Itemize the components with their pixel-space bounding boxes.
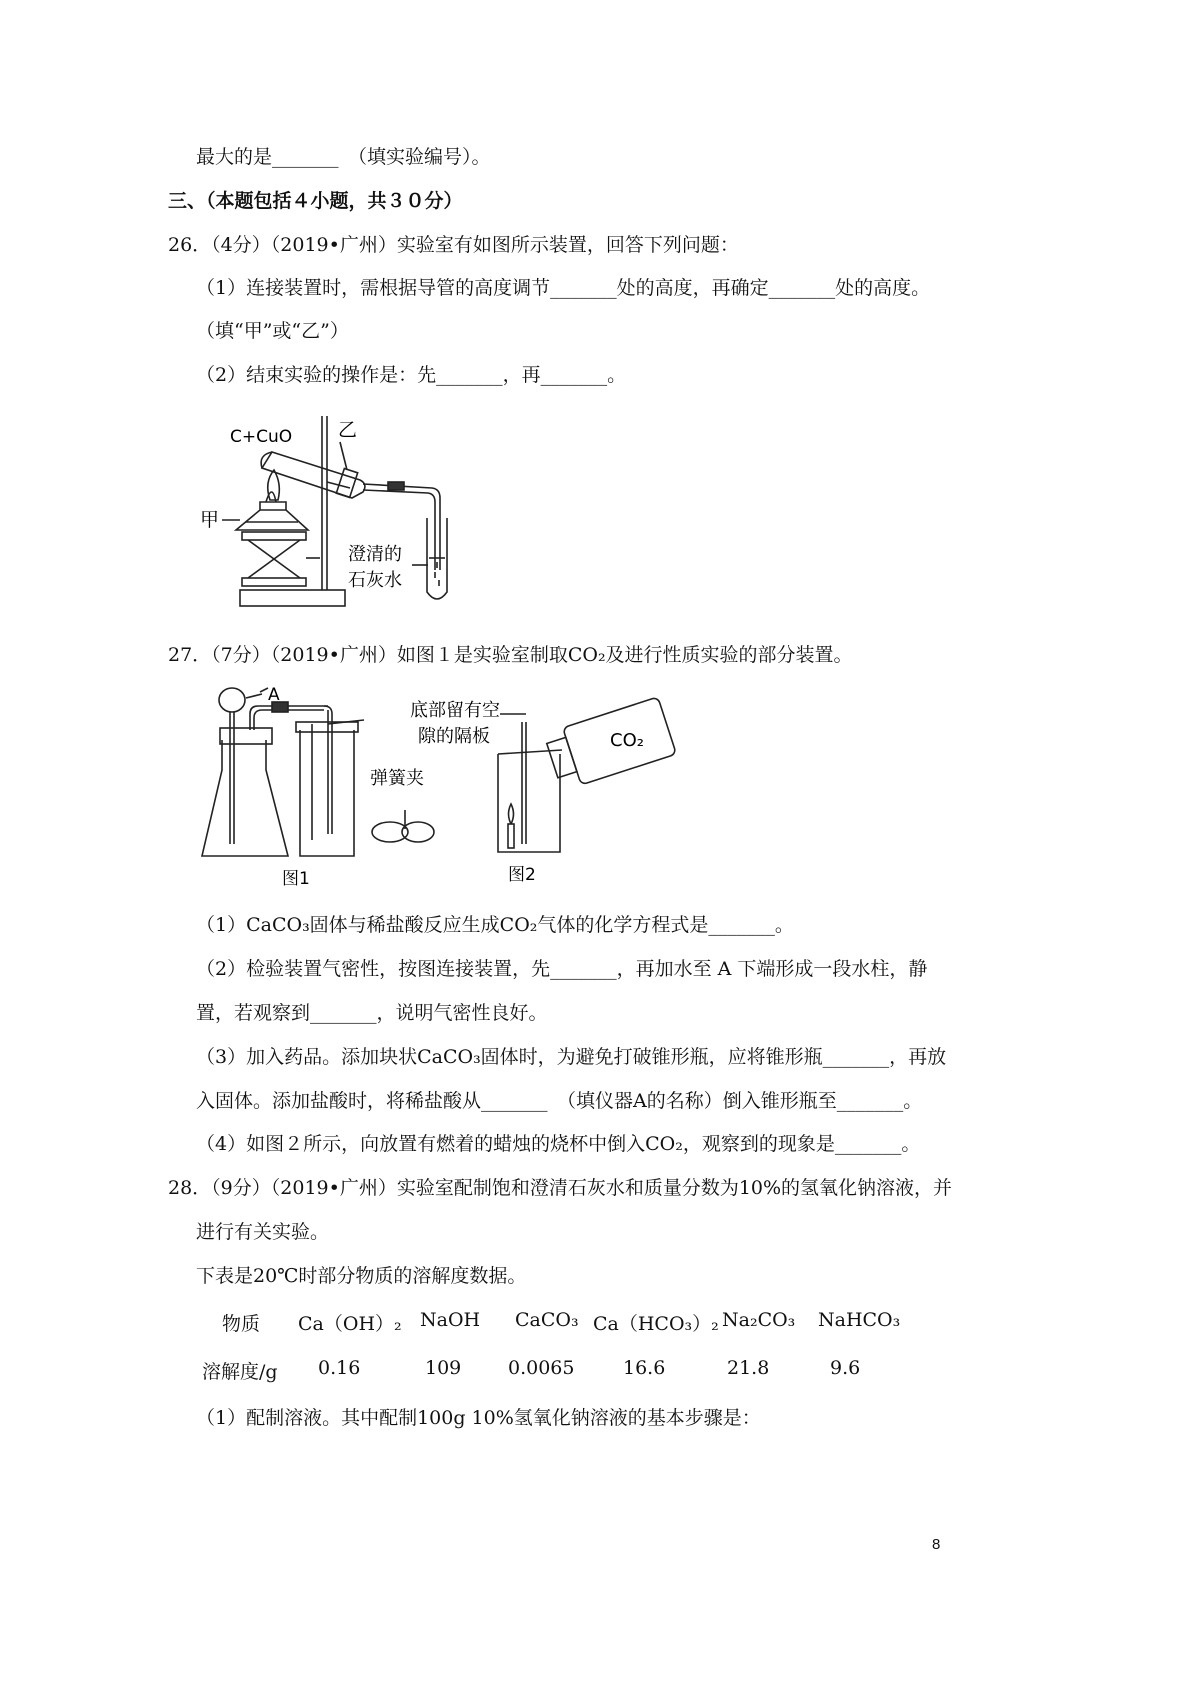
q27-part1: （1）CaCO₃固体与稀盐酸反应生成CO₂气体的化学方程式是_______。: [196, 914, 794, 936]
table-row-label: 溶解度/g: [202, 1361, 278, 1383]
label-yi: 乙: [338, 419, 358, 441]
table-header-cell: NaOH: [420, 1309, 481, 1331]
q26-apparatus-figure: [200, 410, 470, 615]
q26-part1-hint: （填“甲”或“乙”）: [196, 320, 349, 342]
q28-table-intro: 下表是20℃时部分物质的溶解度数据。: [196, 1265, 527, 1287]
q27-apparatus-figure: [200, 684, 680, 894]
label-limewater-1: 澄清的: [348, 544, 402, 565]
label-limewater-2: 石灰水: [348, 570, 402, 591]
label-jia: 甲: [200, 509, 220, 531]
q26-stem: 26．（4分）（2019•广州）实验室有如图所示装置，回答下列问题：: [168, 234, 739, 256]
q27-stem: 27．（7分）（2019•广州）如图１是实验室制取CO₂及进行性质实验的部分装置。: [168, 644, 853, 666]
label-board-2: 隙的隔板: [418, 726, 490, 747]
table-header-cell: Ca（HCO₃）₂: [593, 1313, 719, 1335]
label-a: A: [268, 685, 280, 705]
table-header-cell: CaCO₃: [515, 1309, 579, 1331]
q28-stem-line2: 进行有关实验。: [196, 1221, 330, 1243]
table-header-cell: Na₂CO₃: [722, 1309, 796, 1331]
table-value-cell: 16.6: [623, 1357, 666, 1379]
separatory-funnel-bulb: [219, 688, 245, 712]
table-value-cell: 21.8: [727, 1357, 770, 1379]
table-value-cell: 0.16: [318, 1357, 361, 1379]
caption-fig1: 图1: [282, 869, 310, 889]
q28-stem-line1: 28．（9分）（2019•广州）实验室配制饱和澄清石灰水和质量分数为10%的氢氧化钠溶液，并: [168, 1177, 953, 1199]
table-value-cell: 0.0065: [508, 1357, 575, 1379]
page-number: 8: [932, 1536, 941, 1553]
stand-base: [240, 590, 345, 606]
q25-tail-line: 最大的是_______ （填实验编号）。: [196, 146, 491, 168]
caption-fig2: 图2: [508, 865, 536, 885]
q27-part2-line1: （2）检验装置气密性，按图连接装置，先_______，再加水至 A 下端形成一段水柱，静: [196, 958, 928, 980]
q26-part2: （2）结束实验的操作是：先_______，再_______。: [196, 364, 627, 386]
label-co2: CO₂: [610, 730, 644, 751]
q27-part2-line2: 置，若观察到_______，说明气密性良好。: [196, 1002, 548, 1024]
table-header-cell: 物质: [222, 1313, 261, 1335]
q27-part4: （4）如图２所示，向放置有燃着的蜡烛的烧杯中倒入CO₂，观察到的现象是_______。: [196, 1133, 921, 1155]
q27-part3-line1: （3）加入药品。添加块状CaCO₃固体时，为避免打破锥形瓶，应将锥形瓶_______，再放: [196, 1046, 947, 1068]
table-value-cell: 109: [425, 1357, 462, 1379]
label-spring-clip: 弹簧夹: [370, 768, 424, 789]
table-value-cell: 9.6: [830, 1357, 861, 1379]
table-header-cell: Ca（OH）₂: [298, 1313, 402, 1335]
q27-part3-line2: 入固体。添加盐酸时，将稀盐酸从_______ （填仪器A的名称）倒入锥形瓶至_______。: [196, 1090, 923, 1112]
section-three-heading: 三、（本题包括４小题，共３０分）: [168, 190, 463, 212]
label-c-cuo: C+CuO: [230, 427, 293, 447]
q26-part1: （1）连接装置时，需根据导管的高度调节_______处的高度，再确定_______处的高度。: [196, 277, 931, 299]
q28-part1: （1）配制溶液。其中配制100g 10%氢氧化钠溶液的基本步骤是：: [196, 1407, 761, 1429]
table-header-cell: NaHCO₃: [818, 1309, 901, 1331]
label-board-1: 底部留有空: [410, 700, 500, 721]
